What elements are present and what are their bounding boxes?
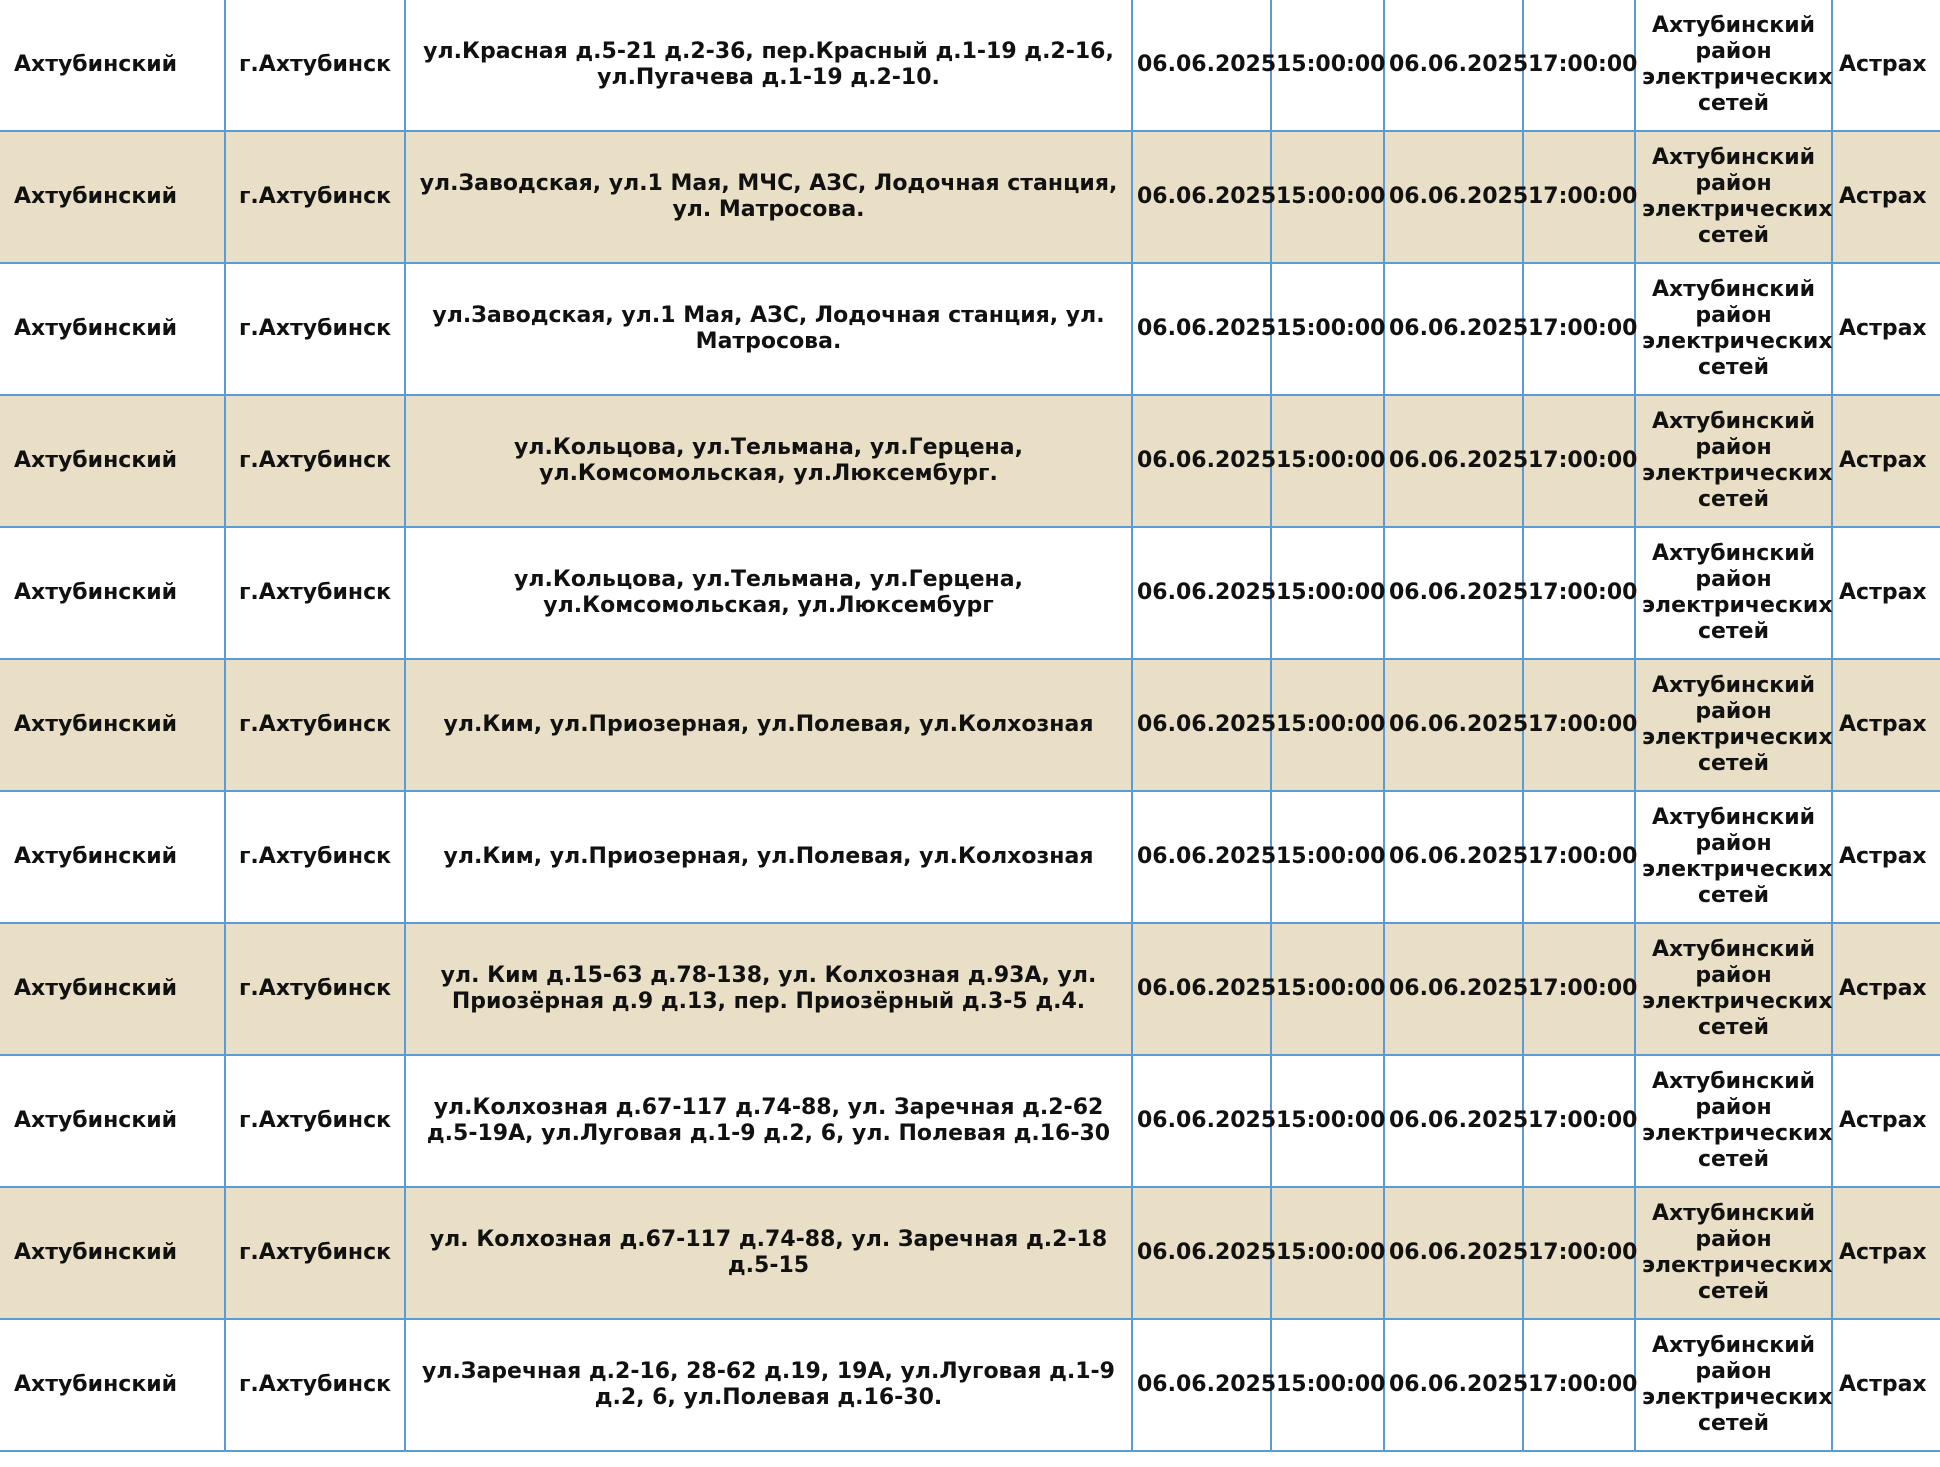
address-cell: ул.Красная д.5-21 д.2-36, пер.Красный д.1-19 д.2-16, ул.Пугачева д.1-19 д.2-10. — [405, 0, 1132, 131]
locality-cell: г.Ахтубинск — [225, 1319, 405, 1451]
district-cell: Ахтубинский — [0, 791, 225, 923]
district-cell: Ахтубинский — [0, 1055, 225, 1187]
region-cell: Астрах — [1832, 659, 1940, 791]
locality-cell: г.Ахтубинск — [225, 1187, 405, 1319]
start-date-cell: 06.06.2025 — [1132, 923, 1271, 1055]
network-unit-cell: Ахтубинский район электрических сетей — [1635, 263, 1832, 395]
address-cell: ул.Ким, ул.Приозерная, ул.Полевая, ул.Колхозная — [405, 659, 1132, 791]
network-unit-cell: Ахтубинский район электрических сетей — [1635, 1187, 1832, 1319]
network-unit-cell: Ахтубинский район электрических сетей — [1635, 1319, 1832, 1451]
table-row — [0, 1187, 1940, 1319]
locality-cell: г.Ахтубинск — [225, 659, 405, 791]
region-cell: Астрах — [1832, 1187, 1940, 1319]
start-date-cell: 06.06.2025 — [1132, 1319, 1271, 1451]
start-date-cell: 06.06.2025 — [1132, 395, 1271, 527]
start-time-cell: 15:00:00 — [1271, 131, 1384, 263]
start-date-cell: 06.06.2025 — [1132, 791, 1271, 923]
region-cell: Астрах — [1832, 923, 1940, 1055]
table-row — [0, 0, 1940, 131]
start-date-cell: 06.06.2025 — [1132, 1187, 1271, 1319]
start-time-cell: 15:00:00 — [1271, 1187, 1384, 1319]
start-time-cell: 15:00:00 — [1271, 791, 1384, 923]
district-cell: Ахтубинский — [0, 659, 225, 791]
locality-cell: г.Ахтубинск — [225, 395, 405, 527]
address-cell: ул. Колхозная д.67-117 д.74-88, ул. Заречная д.2-18 д.5-15 — [405, 1187, 1132, 1319]
start-time-cell: 15:00:00 — [1271, 263, 1384, 395]
address-cell: ул.Заречная д.2-16, 28-62 д.19, 19А, ул.Луговая д.1-9 д.2, 6, ул.Полевая д.16-30. — [405, 1319, 1132, 1451]
address-cell: ул.Ким, ул.Приозерная, ул.Полевая, ул.Колхозная — [405, 791, 1132, 923]
address-cell: ул.Кольцова, ул.Тельмана, ул.Герцена, ул.Комсомольская, ул.Люксембург. — [405, 395, 1132, 527]
end-time-cell: 17:00:00 — [1523, 923, 1635, 1055]
end-time-cell: 17:00:00 — [1523, 131, 1635, 263]
locality-cell: г.Ахтубинск — [225, 131, 405, 263]
network-unit-cell: Ахтубинский район электрических сетей — [1635, 131, 1832, 263]
end-date-cell: 06.06.2025 — [1384, 923, 1523, 1055]
table-row — [0, 131, 1940, 263]
start-date-cell: 06.06.2025 — [1132, 527, 1271, 659]
table-row — [0, 1319, 1940, 1451]
end-date-cell: 06.06.2025 — [1384, 659, 1523, 791]
table-row — [0, 527, 1940, 659]
start-date-cell: 06.06.2025 — [1132, 0, 1271, 131]
end-date-cell: 06.06.2025 — [1384, 1319, 1523, 1451]
table-row — [0, 395, 1940, 527]
table-row — [0, 923, 1940, 1055]
table-row — [0, 263, 1940, 395]
network-unit-cell: Ахтубинский район электрических сетей — [1635, 1055, 1832, 1187]
end-time-cell: 17:00:00 — [1523, 1319, 1635, 1451]
end-date-cell: 06.06.2025 — [1384, 791, 1523, 923]
network-unit-cell: Ахтубинский район электрических сетей — [1635, 659, 1832, 791]
district-cell: Ахтубинский — [0, 527, 225, 659]
start-date-cell: 06.06.2025 — [1132, 263, 1271, 395]
table-row — [0, 791, 1940, 923]
district-cell: Ахтубинский — [0, 131, 225, 263]
start-time-cell: 15:00:00 — [1271, 1055, 1384, 1187]
region-cell: Астрах — [1832, 791, 1940, 923]
end-date-cell: 06.06.2025 — [1384, 1055, 1523, 1187]
end-time-cell: 17:00:00 — [1523, 263, 1635, 395]
locality-cell: г.Ахтубинск — [225, 0, 405, 131]
region-cell: Астрах — [1832, 263, 1940, 395]
district-cell: Ахтубинский — [0, 0, 225, 131]
district-cell: Ахтубинский — [0, 1319, 225, 1451]
start-time-cell: 15:00:00 — [1271, 659, 1384, 791]
end-time-cell: 17:00:00 — [1523, 1187, 1635, 1319]
locality-cell: г.Ахтубинск — [225, 527, 405, 659]
locality-cell: г.Ахтубинск — [225, 791, 405, 923]
network-unit-cell: Ахтубинский район электрических сетей — [1635, 923, 1832, 1055]
address-cell: ул.Кольцова, ул.Тельмана, ул.Герцена, ул.Комсомольская, ул.Люксембург — [405, 527, 1132, 659]
start-date-cell: 06.06.2025 — [1132, 659, 1271, 791]
region-cell: Астрах — [1832, 131, 1940, 263]
end-time-cell: 17:00:00 — [1523, 395, 1635, 527]
end-time-cell: 17:00:00 — [1523, 0, 1635, 131]
end-time-cell: 17:00:00 — [1523, 1055, 1635, 1187]
address-cell: ул.Заводская, ул.1 Мая, АЗС, Лодочная станция, ул. Матросова. — [405, 263, 1132, 395]
district-cell: Ахтубинский — [0, 263, 225, 395]
locality-cell: г.Ахтубинск — [225, 923, 405, 1055]
table-row — [0, 659, 1940, 791]
address-cell: ул.Заводская, ул.1 Мая, МЧС, АЗС, Лодочная станция, ул. Матросова. — [405, 131, 1132, 263]
end-time-cell: 17:00:00 — [1523, 791, 1635, 923]
district-cell: Ахтубинский — [0, 1187, 225, 1319]
start-date-cell: 06.06.2025 — [1132, 131, 1271, 263]
start-time-cell: 15:00:00 — [1271, 923, 1384, 1055]
network-unit-cell: Ахтубинский район электрических сетей — [1635, 0, 1832, 131]
end-date-cell: 06.06.2025 — [1384, 0, 1523, 131]
address-cell: ул.Колхозная д.67-117 д.74-88, ул. Заречная д.2-62 д.5-19А, ул.Луговая д.1-9 д.2, 6, ул. Полевая д.16-30 — [405, 1055, 1132, 1187]
end-time-cell: 17:00:00 — [1523, 527, 1635, 659]
region-cell: Астрах — [1832, 527, 1940, 659]
network-unit-cell: Ахтубинский район электрических сетей — [1635, 395, 1832, 527]
end-date-cell: 06.06.2025 — [1384, 1187, 1523, 1319]
network-unit-cell: Ахтубинский район электрических сетей — [1635, 791, 1832, 923]
start-time-cell: 15:00:00 — [1271, 527, 1384, 659]
locality-cell: г.Ахтубинск — [225, 1055, 405, 1187]
region-cell: Астрах — [1832, 395, 1940, 527]
region-cell: Астрах — [1832, 0, 1940, 131]
start-time-cell: 15:00:00 — [1271, 395, 1384, 527]
address-cell: ул. Ким д.15-63 д.78-138, ул. Колхозная д.93А, ул. Приозёрная д.9 д.13, пер. Приозёрный д.3-5 д.4. — [405, 923, 1132, 1055]
locality-cell: г.Ахтубинск — [225, 263, 405, 395]
end-date-cell: 06.06.2025 — [1384, 395, 1523, 527]
district-cell: Ахтубинский — [0, 395, 225, 527]
district-cell: Ахтубинский — [0, 923, 225, 1055]
region-cell: Астрах — [1832, 1319, 1940, 1451]
start-time-cell: 15:00:00 — [1271, 0, 1384, 131]
start-time-cell: 15:00:00 — [1271, 1319, 1384, 1451]
end-time-cell: 17:00:00 — [1523, 659, 1635, 791]
start-date-cell: 06.06.2025 — [1132, 1055, 1271, 1187]
end-date-cell: 06.06.2025 — [1384, 527, 1523, 659]
region-cell: Астрах — [1832, 1055, 1940, 1187]
table-row — [0, 1055, 1940, 1187]
network-unit-cell: Ахтубинский район электрических сетей — [1635, 527, 1832, 659]
end-date-cell: 06.06.2025 — [1384, 263, 1523, 395]
end-date-cell: 06.06.2025 — [1384, 131, 1523, 263]
